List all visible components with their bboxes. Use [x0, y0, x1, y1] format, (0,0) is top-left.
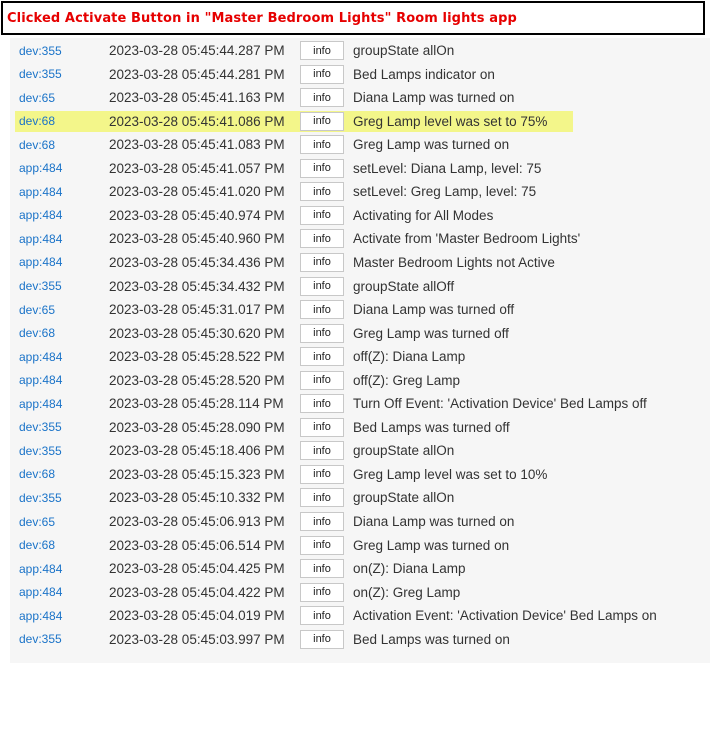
log-source-link[interactable]: dev:68 [19, 467, 56, 482]
log-source-link[interactable]: app:484 [19, 373, 63, 388]
log-row [10, 157, 710, 180]
log-level-badge[interactable]: info [300, 371, 344, 390]
log-message: Turn Off Event: 'Activation Device' Bed Lamps off [353, 396, 647, 412]
log-level-badge[interactable]: info [300, 88, 344, 107]
log-level-badge[interactable]: info [300, 135, 344, 154]
log-level-badge[interactable]: info [300, 41, 344, 60]
log-level-badge[interactable]: info [300, 536, 344, 555]
log-timestamp: 2023-03-28 05:45:28.522 PM [109, 349, 285, 365]
log-level-badge[interactable]: info [300, 512, 344, 531]
log-source-link[interactable]: app:484 [19, 208, 63, 223]
log-row [10, 510, 710, 533]
log-row [10, 298, 710, 321]
log-level-badge[interactable]: info [300, 65, 344, 84]
log-row [10, 180, 710, 203]
log-row [10, 628, 710, 651]
log-source-link[interactable]: dev:355 [19, 490, 62, 505]
log-timestamp: 2023-03-28 05:45:34.436 PM [109, 254, 285, 270]
log-timestamp: 2023-03-28 05:45:40.960 PM [109, 231, 285, 247]
log-source-link[interactable]: dev:355 [19, 43, 62, 58]
log-timestamp: 2023-03-28 05:45:06.514 PM [109, 537, 285, 553]
annotation-banner [1, 1, 705, 35]
log-row [10, 486, 710, 509]
log-row [10, 63, 710, 86]
log-timestamp: 2023-03-28 05:45:04.422 PM [109, 584, 285, 600]
log-row [10, 110, 710, 133]
log-message: Activation Event: 'Activation Device' Bed Lamps on [353, 608, 657, 624]
log-timestamp: 2023-03-28 05:45:41.086 PM [109, 113, 285, 129]
log-message: off(Z): Greg Lamp [353, 372, 461, 388]
log-source-link[interactable]: dev:68 [19, 538, 56, 553]
log-timestamp: 2023-03-28 05:45:18.406 PM [109, 443, 285, 459]
log-message: Greg Lamp level was set to 75% [353, 113, 548, 129]
log-row [10, 604, 710, 627]
log-timestamp: 2023-03-28 05:45:41.020 PM [109, 184, 285, 200]
log-message: groupState allOn [353, 490, 455, 506]
log-level-badge[interactable]: info [300, 394, 344, 413]
log-message: Master Bedroom Lights not Active [353, 254, 555, 270]
log-row [10, 204, 710, 227]
log-timestamp: 2023-03-28 05:45:28.520 PM [109, 372, 285, 388]
log-source-link[interactable]: app:484 [19, 396, 63, 411]
log-message: Greg Lamp was turned off [353, 325, 509, 341]
log-level-badge[interactable]: info [300, 277, 344, 296]
log-source-link[interactable]: dev:68 [19, 114, 56, 129]
log-timestamp: 2023-03-28 05:45:04.019 PM [109, 608, 285, 624]
log-message: Activating for All Modes [353, 207, 494, 223]
log-level-badge[interactable]: info [300, 182, 344, 201]
log-row [10, 463, 710, 486]
log-level-badge[interactable]: info [300, 559, 344, 578]
log-message: Diana Lamp was turned off [353, 302, 515, 318]
log-timestamp: 2023-03-28 05:45:41.057 PM [109, 160, 285, 176]
log-row [10, 416, 710, 439]
log-level-badge[interactable]: info [300, 606, 344, 625]
log-source-link[interactable]: dev:65 [19, 90, 56, 105]
log-level-badge[interactable]: info [300, 159, 344, 178]
log-timestamp: 2023-03-28 05:45:40.974 PM [109, 207, 285, 223]
log-row [10, 275, 710, 298]
log-timestamp: 2023-03-28 05:45:41.083 PM [109, 137, 285, 153]
log-level-badge[interactable]: info [300, 300, 344, 319]
log-timestamp: 2023-03-28 05:45:28.114 PM [109, 396, 284, 412]
log-timestamp: 2023-03-28 05:45:28.090 PM [109, 419, 285, 435]
log-level-badge[interactable]: info [300, 206, 344, 225]
log-source-link[interactable]: app:484 [19, 161, 63, 176]
log-message: Diana Lamp was turned on [353, 90, 515, 106]
log-timestamp: 2023-03-28 05:45:34.432 PM [109, 278, 285, 294]
log-message: groupState allOff [353, 278, 455, 294]
log-source-link[interactable]: dev:68 [19, 326, 56, 341]
log-message: Bed Lamps was turned on [353, 631, 510, 647]
log-message: on(Z): Diana Lamp [353, 561, 466, 577]
log-timestamp: 2023-03-28 05:45:31.017 PM [109, 302, 285, 318]
log-row [10, 345, 710, 368]
log-level-badge[interactable]: info [300, 418, 344, 437]
log-level-badge[interactable]: info [300, 229, 344, 248]
log-message: Bed Lamps indicator on [353, 66, 495, 82]
log-source-link[interactable]: app:484 [19, 608, 63, 623]
log-message: Greg Lamp was turned on [353, 537, 510, 553]
log-row [10, 39, 710, 62]
log-row [10, 557, 710, 580]
log-timestamp: 2023-03-28 05:45:44.281 PM [109, 66, 285, 82]
annotation-text: Clicked Activate Button in "Master Bedroom Lights" Room lights app [7, 10, 517, 26]
log-message: setLevel: Greg Lamp, level: 75 [353, 184, 537, 200]
log-row [10, 439, 710, 462]
log-source-link[interactable]: dev:355 [19, 632, 62, 647]
log-source-link[interactable]: app:484 [19, 231, 63, 246]
log-message: Diana Lamp was turned on [353, 514, 515, 529]
log-source-link[interactable]: dev:355 [19, 279, 62, 293]
log-row [10, 251, 710, 274]
log-message: Greg Lamp level was set to 10% [353, 466, 548, 482]
log-level-badge[interactable]: info [300, 347, 344, 366]
log-message: off(Z): Diana Lamp [353, 349, 466, 365]
log-source-link[interactable]: app:484 [19, 585, 63, 600]
log-message: Activate from 'Master Bedroom Lights' [353, 231, 581, 247]
log-level-badge[interactable]: info [300, 253, 344, 272]
log-message: Bed Lamps was turned off [353, 419, 510, 435]
log-timestamp: 2023-03-28 05:45:44.287 PM [109, 43, 285, 58]
log-timestamp: 2023-03-28 05:45:30.620 PM [109, 325, 285, 341]
log-timestamp: 2023-03-28 05:45:15.323 PM [109, 466, 285, 482]
log-row [10, 534, 710, 557]
log-source-link[interactable]: dev:65 [19, 302, 56, 317]
log-row [10, 133, 710, 156]
log-timestamp: 2023-03-28 05:45:03.997 PM [109, 631, 285, 647]
log-timestamp: 2023-03-28 05:45:04.425 PM [109, 561, 285, 577]
log-row [10, 369, 710, 392]
log-level-badge[interactable]: info [300, 324, 344, 343]
log-message: groupState allOn [353, 443, 455, 459]
log-source-link[interactable]: dev:65 [19, 514, 56, 529]
log-level-badge[interactable]: info [300, 583, 344, 602]
log-source-link[interactable]: app:484 [19, 561, 63, 576]
log-source-link[interactable]: dev:355 [19, 443, 62, 458]
log-source-link[interactable]: app:484 [19, 184, 63, 199]
log-source-link[interactable]: dev:68 [19, 137, 56, 152]
log-level-badge[interactable]: info [300, 465, 344, 484]
log-message: on(Z): Greg Lamp [353, 584, 461, 600]
log-list [10, 38, 710, 663]
log-timestamp: 2023-03-28 05:45:41.163 PM [109, 90, 285, 106]
log-row [10, 322, 710, 345]
log-level-badge[interactable]: info [300, 488, 344, 507]
log-level-badge[interactable]: info [300, 112, 344, 131]
log-row [10, 581, 710, 604]
log-message: groupState allOn [353, 43, 455, 58]
log-timestamp: 2023-03-28 05:45:06.913 PM [109, 514, 285, 529]
log-row [10, 86, 710, 109]
log-level-badge[interactable]: info [300, 630, 344, 649]
log-row [10, 227, 710, 250]
log-source-link[interactable]: dev:355 [19, 420, 62, 435]
log-row [10, 392, 710, 415]
log-timestamp: 2023-03-28 05:45:10.332 PM [109, 490, 285, 506]
log-level-badge[interactable]: info [300, 441, 344, 460]
log-source-link[interactable]: app:484 [19, 349, 63, 364]
log-message: setLevel: Diana Lamp, level: 75 [353, 160, 542, 176]
log-message: Greg Lamp was turned on [353, 137, 510, 153]
log-source-link[interactable]: app:484 [19, 255, 63, 270]
log-source-link[interactable]: dev:355 [19, 67, 62, 82]
